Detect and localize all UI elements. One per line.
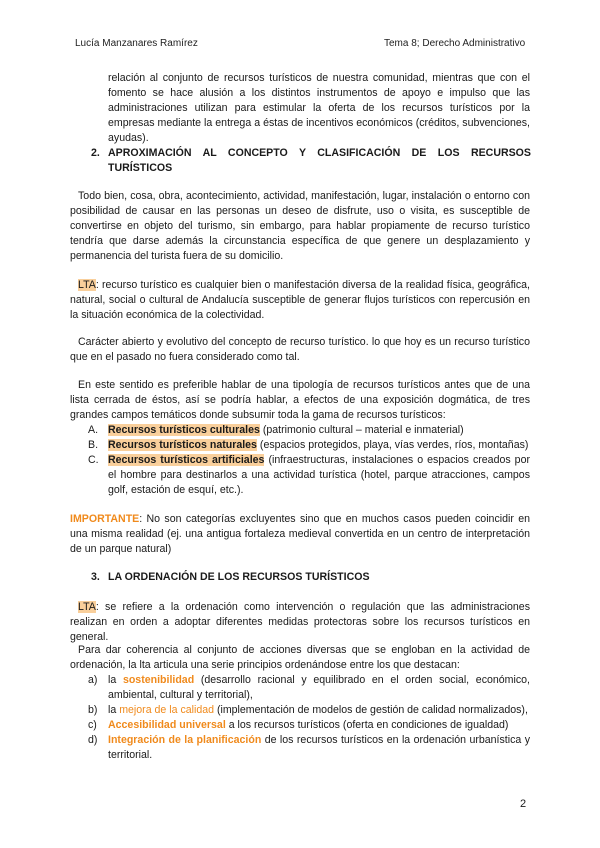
- header-author: Lucía Manzanares Ramírez: [75, 38, 198, 49]
- list-item: [88, 718, 530, 733]
- lta-text: : recurso turístico es cualquier bien o manifestación diversa de la realidad física, geográfica, natural, social o cultural de Andalucía susceptible de generar flujos turísticos con repercusión en la situación económica de la colectividad.: [70, 279, 530, 321]
- list-term: sostenibilidad: [122, 674, 195, 686]
- section-3-title: LA ORDENACIÓN DE LOS RECURSOS TURÍSTICOS: [108, 571, 370, 583]
- section-2-lta-paragraph: [70, 278, 530, 323]
- resource-types-list: [88, 423, 530, 498]
- list-item: [88, 423, 530, 438]
- list-term: mejora de la calidad: [119, 704, 215, 716]
- list-marker: d): [88, 734, 98, 746]
- section-2-paragraph-4: [70, 378, 530, 423]
- list-pre: la: [108, 704, 120, 716]
- list-item: [88, 733, 530, 763]
- list-term: Recursos turísticos culturales: [108, 424, 260, 436]
- list-desc: (patrimonio cultural – material e inmaterial): [259, 424, 464, 436]
- section-2-paragraph-1: [70, 189, 530, 264]
- important-paragraph: [70, 512, 530, 557]
- intro-paragraph: relación al conjunto de recursos turísticos de nuestra comunidad, mientras que con el fomento se hace alusión a los distintos instrumentos de apoyo e impulso que las administraciones utilizan para estimular la oferta de los recursos turísticos por la empresas mediante la entrega a éstas de incentivos económicos (créditos, subvenciones, ayudas).: [108, 72, 530, 144]
- principles-list: [88, 673, 530, 763]
- list-marker: b): [88, 704, 98, 716]
- section-2-heading: [91, 146, 531, 176]
- list-item: [88, 438, 530, 453]
- list-term: Integración de la planificación: [108, 734, 262, 746]
- list-pre: la: [108, 674, 123, 686]
- section-3-paragraph-2: [70, 643, 530, 673]
- list-term: Recursos turísticos artificiales: [108, 454, 265, 466]
- list-marker: a): [88, 674, 98, 686]
- list-marker: B.: [88, 439, 99, 451]
- list-item: [88, 703, 530, 718]
- list-desc: (espacios protegidos, playa, vías verdes, ríos, montañas): [256, 439, 529, 451]
- section-2-p1-text: Todo bien, cosa, obra, acontecimiento, actividad, manifestación, lugar, instalación o entorno con posibilidad de causar en las personas un deseo de disfrute, uso o visita, es susceptible de convertirse en objeto del turismo, sin embargo, para hablar propiamente de recurso turístico tendría que darse además la circunstancia específica de que genere un desplazamiento y permanencia del turista fuera de su domicilio.: [70, 190, 530, 262]
- page-number: 2: [520, 798, 527, 810]
- list-desc: (desarrollo racional y equilibrado en el orden social, económico, ambiental, cultural y territorial),: [108, 674, 530, 701]
- section-2-p4-text: En este sentido es preferible hablar de una tipología de recursos turísticos antes que de una lista cerrada de éstos, así se podría hablar, a efectos de una exposición dogmática, de tres grandes campos temáticos donde subsumir toda la gama de recursos turísticos:: [70, 379, 530, 421]
- section-2-number: 2.: [91, 147, 100, 159]
- important-label: IMPORTANTE: [70, 513, 140, 525]
- list-marker: c): [88, 719, 97, 731]
- section-2-title: APROXIMACIÓN AL CONCEPTO Y CLASIFICACIÓN DE LOS RECURSOS TURÍSTICOS: [108, 147, 531, 174]
- section-3-p2-text: Para dar coherencia al conjunto de acciones diversas que se engloban en la actividad de ordenación, la lta articula una serie principios ordenándose entre los que destacan:: [70, 644, 530, 671]
- section-2-p3-text: Carácter abierto y evolutivo del concepto de recurso turístico. lo que hoy es un recurso turístico que en el pasado no fuera considerado como tal.: [70, 336, 530, 363]
- important-text: : No son categorías excluyentes sino que en muchos casos pueden coincidir en una misma realidad (ej. una antigua fortaleza medieval convertida en un centro de interpretación de un parque natural): [70, 513, 530, 555]
- lta-text: : se refiere a la ordenación como intervención o regulación que las administraciones realizan en orden a adoptar diferentes medidas protectoras sobre los recursos turísticos en general.: [70, 601, 530, 643]
- section-2-paragraph-3: [70, 335, 530, 365]
- list-desc: (infraestructuras, instalaciones o espacios creados por el hombre para destinarlos a una actividad turística (hotel, parque atracciones, campos golf, estación de esquí, etc.).: [108, 454, 530, 496]
- lta-label: LTA: [78, 279, 96, 291]
- list-marker: C.: [88, 454, 99, 466]
- list-term: Recursos turísticos naturales: [108, 439, 257, 451]
- list-desc: (implementación de modelos de gestión de calidad normalizados),: [214, 704, 528, 716]
- lta-label: LTA: [78, 601, 96, 613]
- list-desc: de los recursos turísticos en la ordenación urbanística y territorial.: [108, 734, 530, 761]
- list-item: [88, 453, 530, 498]
- section-3-lta-paragraph: [70, 600, 530, 645]
- section-3-heading: [91, 570, 531, 585]
- section-3-number: 3.: [91, 571, 100, 583]
- header-subject: Tema 8; Derecho Administrativo: [384, 38, 526, 49]
- list-term: Accesibilidad universal: [108, 719, 226, 731]
- list-desc: a los recursos turísticos (oferta en condiciones de igualdad): [225, 719, 509, 731]
- list-marker: A.: [88, 424, 99, 436]
- list-item: [88, 673, 530, 703]
